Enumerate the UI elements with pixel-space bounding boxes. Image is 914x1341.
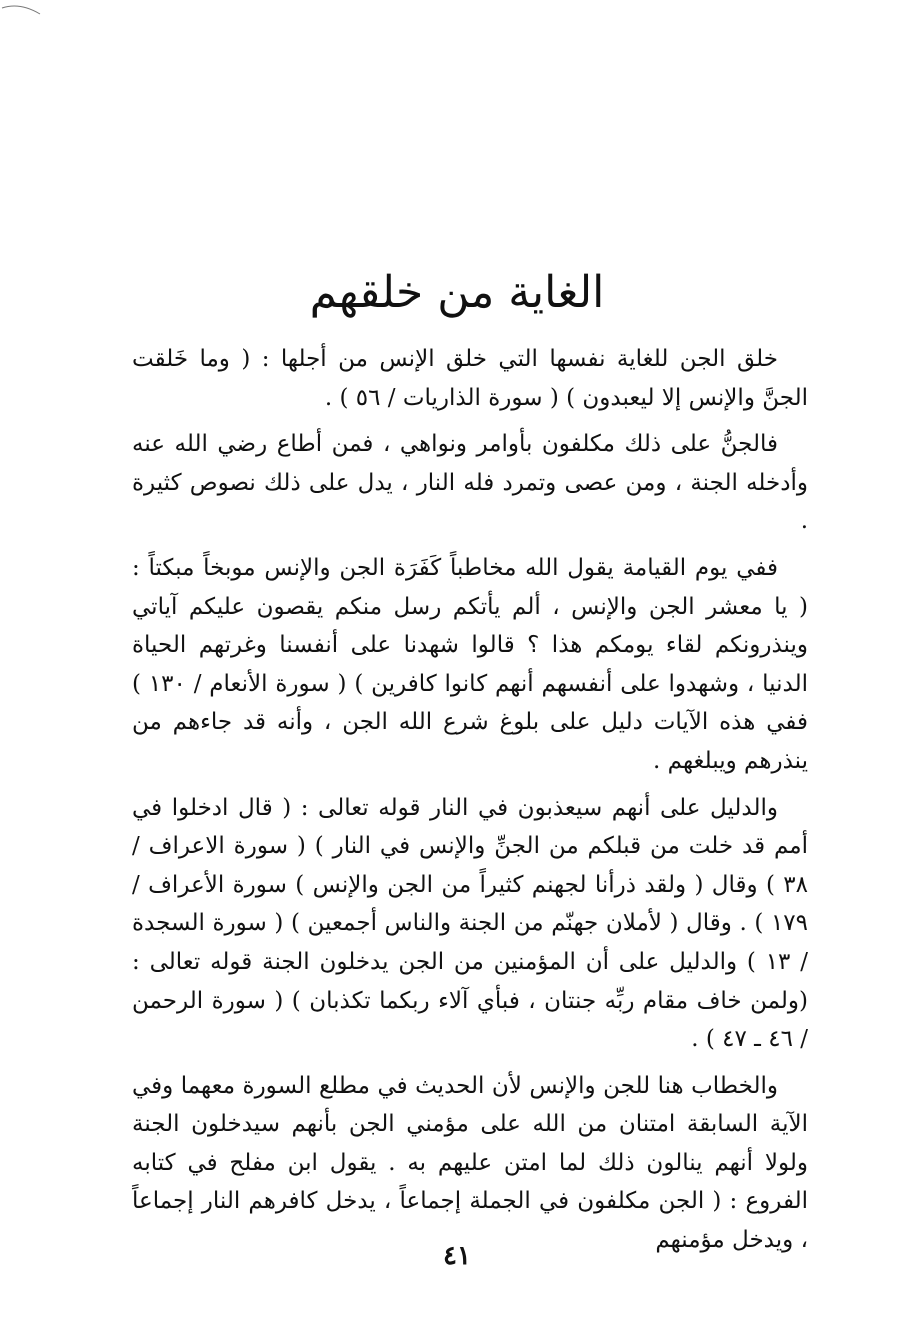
text-body	[132, 340, 808, 1268]
paragraph-4: والدليل على أنهم سيعذبون في النار قوله تعالى : ( قال ادخلوا في أمم قد خلت من قبلكم من الجنِّ والإنس في النار ) ( سورة الاعراف / ٣٨ ) وقال ( ولقد ذرأنا لجهنم كثيراً من الجن والإنس ) سورة الأعراف / ١٧٩ ) . وقال ( لأملان جهنّم من الجنة والناس أجمعين ) ( سورة السجدة / ١٣ ) والدليل على أن المؤمنين من الجن يدخلون الجنة قوله تعالى :(ولمن خاف مقام ربِّه جنتان ، فبأي آلاء ربكما تكذبان ) ( سورة الرحمن / ٤٦ ـ ٤٧ ) .	[132, 794, 808, 1053]
scan-corner-mark	[0, 0, 60, 20]
chapter-title: الغاية من خلقهم	[309, 267, 605, 319]
paragraph-2: فالجنُّ على ذلك مكلفون بأوامر ونواهي ، فمن أطاع رضي الله عنه وأدخله الجنة ، ومن عصى وتمرد فله النار ، يدل على ذلك نصوص كثيرة .	[132, 431, 808, 535]
paragraph-5: والخطاب هنا للجن والإنس لأن الحديث في مطلع السورة معهما وفي الآية السابقة امتنان من الله على مؤمني الجن بأنهم سيدخلون الجنة ولولا أنهم ينالون ذلك لما امتن عليهم به . يقول ابن مفلح في كتابه الفروع : ( الجن مكلفون في الجملة إجماعاً ، يدخل كافرهم النار إجماعاً ، ويدخل مؤمنهم	[132, 1072, 808, 1254]
paragraph-1: خلق الجن للغاية نفسها التي خلق الإنس من أجلها : ( وما خَلقت الجنَّ والإنس إلا ليعبدون ) ( سورة الذاريات / ٥٦ ) .	[132, 346, 808, 411]
paragraph-3: ففي يوم القيامة يقول الله مخاطباً كَفَرَة الجن والإنس موبخاً مبكتاً : ( يا معشر الجن والإنس ، ألم يأتكم رسل منكم يقصون عليكم آياتي وينذرونكم لقاء يومكم هذا ؟ قالوا شهدنا على أنفسنا وغرتهم الحياة الدنيا ، وشهدوا على أنفسهم أنهم كانوا كافرين ) ( سورة الأنعام / ١٣٠ ) ففي هذه الآيات دليل على بلوغ شرع الله الجن ، وأنه قد جاءهم من ينذرهم ويبلغهم .	[132, 554, 808, 774]
page-number: ٤١	[443, 1241, 471, 1271]
